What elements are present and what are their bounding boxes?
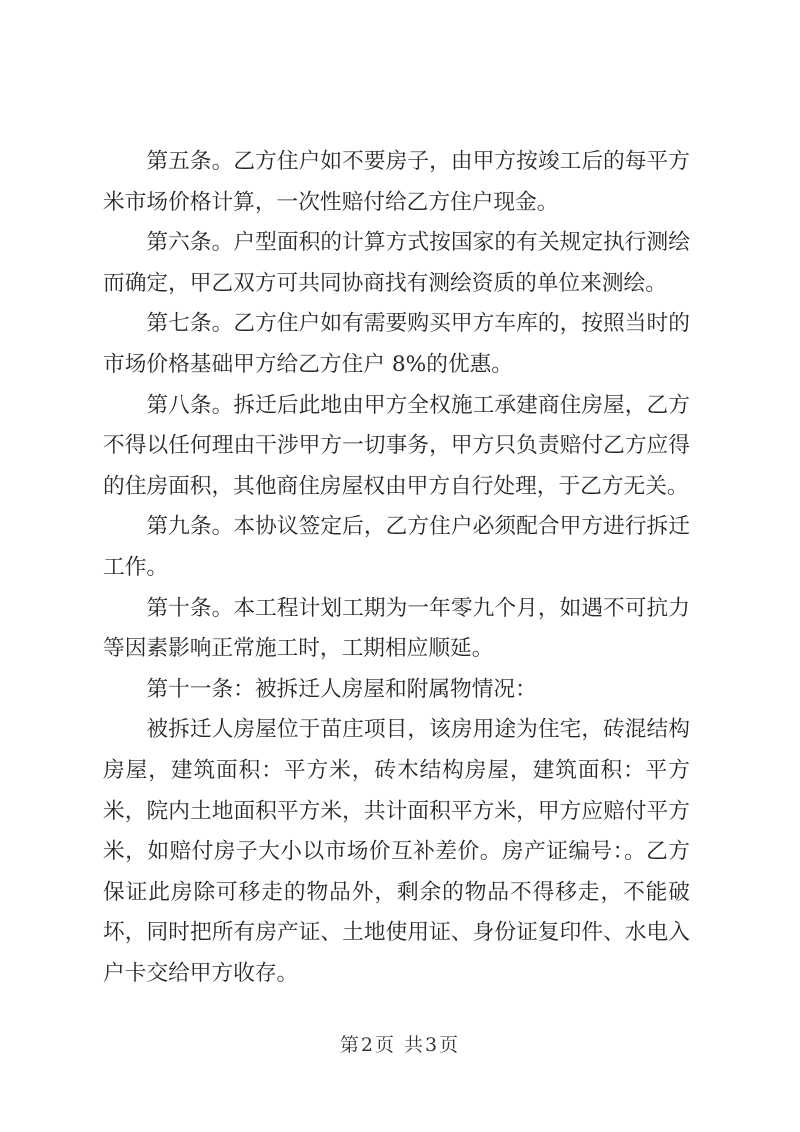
contract-paragraph-clause-10: 第十条。本工程计划工期为一年零九个月，如遇不可抗力等因素影响正常施工时，工期相应顺延。: [103, 595, 690, 662]
page-number: 第2页 共3页: [339, 1034, 461, 1056]
contract-body: [103, 142, 690, 994]
contract-paragraph-clause-9: 第九条。本协议签定后，乙方住户必须配合甲方进行拆迁工作。: [103, 514, 690, 580]
contract-paragraph-clause-11-heading: 第十一条：被拆迁人房屋和附属物情况：: [146, 676, 537, 702]
contract-paragraph-property-details: 被拆迁人房屋位于苗庄项目，该房用途为住宅，砖混结构房屋，建筑面积：平方米，砖木结构房屋，建筑面积：平方米，院内土地面积平方米，共计面积平方米，甲方应赔付平方米，如赔付房子大小以市场价互补差价。房产证编号：。乙方保证此房除可移走的物品外，剩余的物品不得移走，不能破坏，同时把所有房产证、土地使用证、身份证复印件、水电入户卡交给甲方收存。: [103, 717, 690, 986]
contract-paragraph-clause-6: 第六条。户型面积的计算方式按国家的有关规定执行测绘而确定，甲乙双方可共同协商找有测绘资质的单位来测绘。: [103, 230, 690, 296]
contract-paragraph-clause-5: 第五条。乙方住户如不要房子，由甲方按竣工后的每平方米市场价格计算，一次性赔付给乙方住户现金。: [103, 149, 690, 215]
contract-paragraph-clause-7: 第七条。乙方住户如有需要购买甲方车库的，按照当时的市场价格基础甲方给乙方住户 8%的优惠。: [103, 311, 690, 377]
contract-paragraph-clause-8: 第八条。拆迁后此地由甲方全权施工承建商住房屋，乙方不得以任何理由干涉甲方一切事务，甲方只负责赔付乙方应得的住房面积，其他商住房屋权由甲方自行处理，于乙方无关。: [103, 392, 690, 499]
